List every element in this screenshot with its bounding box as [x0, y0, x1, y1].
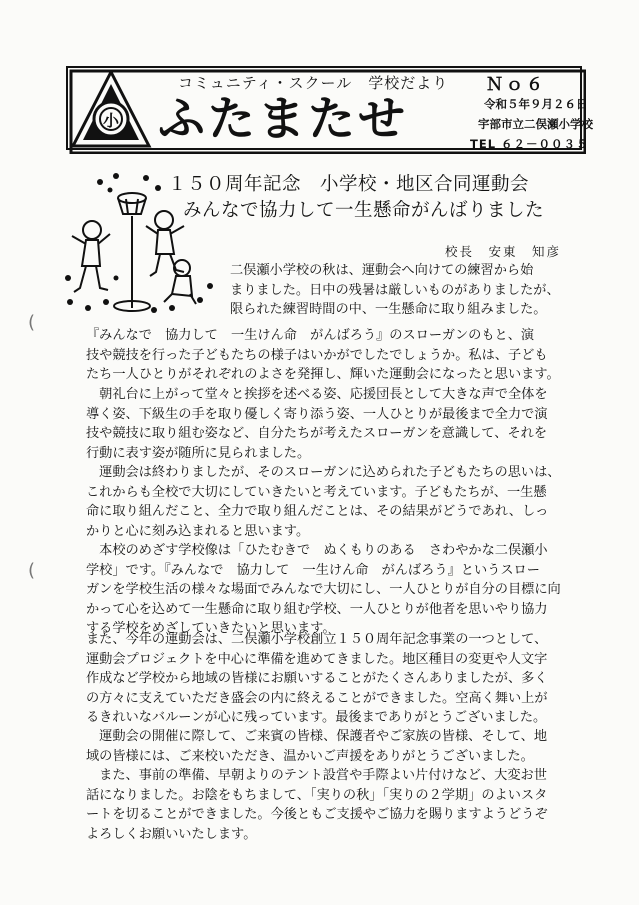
paragraph-anniversary: また、今年の運動会は、二俣瀬小学校創立１５０周年記念事業の一つとして、 運動会プロジェクトを中心に準備を進めてきました。地区種目の変更や人文字 作成など学校から地域の皆様にお願いすることがたくさんありましたが、多く の方々に支えていただき盛会の内に終えることができました。空高く舞い上が るきれいなバルーンが心に残っています。最後までありがとうございました。 — [86, 632, 548, 726]
paragraph-intro: 二俣瀬小学校の秋は、運動会へ向けての練習から始 まりました。日中の残暑は厳しいものがありましたが、 限られた練習時間の中、一生懸命に取り組みました。 — [230, 263, 560, 318]
article-author: 校長 安東 知彦 — [445, 244, 562, 259]
school-emblem-icon — [70, 70, 152, 150]
article-headline: １５０周年記念 小学校・地区合同運動会 — [168, 174, 530, 195]
issue-number: Ｎｏ６ — [486, 75, 546, 95]
svg-text:小: 小 — [102, 111, 120, 130]
school-name: 宇部市立二俣瀬小学校 — [478, 117, 593, 131]
phone-number: TEL ６２－００３５ — [470, 137, 589, 151]
punch-hole-mark: ( — [28, 312, 36, 333]
article-subheadline: みんなで協力して一生懸命がんばりました — [183, 200, 545, 221]
paragraph-thanks: 運動会の開催に際して、ご来賓の皆様、保護者やご家族の皆様、そして、地 域の皆様には、ご来校いただき、温かいご声援をありがとうございました。 また、事前の準備、早朝よりのテント設営や手際よい片付けなど、大変お世 話になりました。お陰をもちまして、「実りの秋」「実りの２学期」のよいスタ ートを切ることができました。今後ともご支援やご協力を賜りますようどうぞ よろしくお願いいたします。 — [86, 729, 548, 842]
newsletter-header — [66, 66, 593, 154]
paragraph-vision: 本校のめざす学校像は「ひたむきで ぬくもりのある さわやかな二俣瀬小 学校」です。『みんなで 協力して 一生けん命 がんばろう』というスロー ガンを学校生活の様々な場面でみんなで大切にし、一人ひとりが自分の目標に向 かって心を込めて一生懸命に取り組む学校、一人ひとりが他者を思いやり協力 する学校をめざしていきたいと思います。 — [86, 543, 561, 637]
newsletter-title: ふたまたせ — [158, 92, 408, 147]
paragraph-slogan: 『みんなで 協力して 一生けん命 がんばろう』のスローガンのもと、演 技や競技を行った子どもたちの様子はいかがでしたでしょうか。私は、子ども たち一人ひとりがそれぞれのよさを発揮し、輝いた運動会になったと思います。 — [86, 328, 560, 383]
paragraph-scenes: 朝礼台に上がって堂々と挨拶を述べる姿、応援団長として大きな声で全体を 導く姿、下級生の手を取り優しく寄り添う姿、一人ひとりが最後まで全力で演 技や競技に取り組む姿など、自分たちが考えたスローガンを意識して、それを 行動に表す姿が随所に見られました。 — [86, 387, 548, 461]
issue-date: 令和５年９月２６日 — [484, 97, 588, 111]
punch-hole-mark: ( — [28, 560, 36, 581]
newsletter-subtitle: コミュニティ・スクール 学校だより — [178, 74, 449, 92]
paragraph-thoughts: 運動会は終わりましたが、そのスローガンに込められた子どもたちの思いは、 これからも全校で大切にしていきたいと考えています。子どもたちが、一生懸 命に取り組んだこと、全力で取り組んだことは、その結果がどうであれ、しっ かりと心に刻み込まれると思います。 — [86, 465, 561, 539]
